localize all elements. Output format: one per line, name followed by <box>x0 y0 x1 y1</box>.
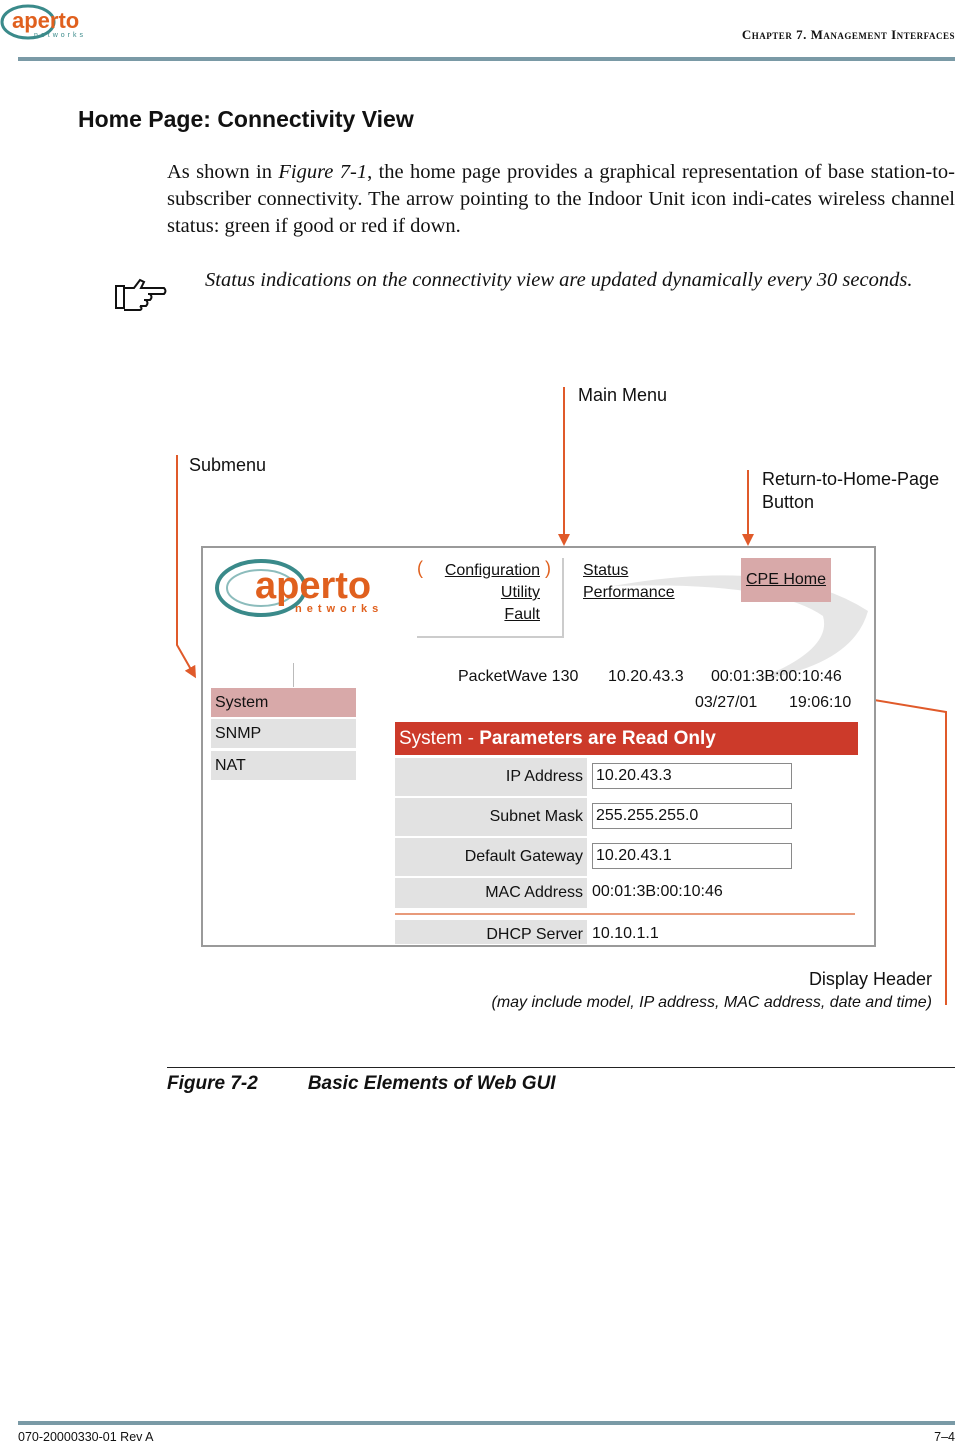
menu-configuration[interactable]: Configuration <box>444 562 540 579</box>
doc-id: 070-20000330-01 Rev A <box>18 1430 154 1444</box>
header-model: PacketWave 130 <box>458 668 579 685</box>
main-menu-right <box>583 560 675 604</box>
display-header-callout-sub: (may include model, IP address, MAC address, date and time) <box>491 994 932 1011</box>
menu-utility[interactable]: Utility <box>500 584 540 601</box>
header-mac: 00:01:3B:00:10:46 <box>711 668 842 685</box>
parameters-title-bar <box>395 722 858 755</box>
subnet-mask-field[interactable]: 255.255.255.0 <box>592 803 792 829</box>
section-divider <box>395 913 855 915</box>
dhcp-server-value: 10.10.1.1 <box>592 925 659 942</box>
figure-caption <box>167 1073 556 1095</box>
figure-rule <box>167 1067 955 1068</box>
body-text-pre: As shown in <box>167 161 279 183</box>
submenu-system[interactable]: System <box>211 688 356 717</box>
mac-address-label: MAC Address <box>395 878 587 908</box>
main-menu-callout: Main Menu <box>578 385 668 405</box>
menu-left-bracket-icon: ( <box>417 558 423 578</box>
web-gui-screenshot <box>201 546 876 947</box>
figure-reference[interactable]: Figure 7-1 <box>278 161 368 183</box>
note-text: Status indications on the connectivity view are updated dynamically every 30 seconds. <box>205 269 913 291</box>
mac-address-value: 00:01:3B:00:10:46 <box>592 883 723 900</box>
gui-logo[interactable] <box>211 552 396 622</box>
display-header-callout <box>492 968 933 1014</box>
menu-status[interactable]: Status <box>583 562 629 579</box>
submenu-nat[interactable]: NAT <box>211 751 356 780</box>
menu-fault[interactable]: Fault <box>504 606 540 623</box>
figure-title: Basic Elements of Web GUI <box>307 1073 556 1094</box>
header-date: 03/27/01 <box>695 694 758 711</box>
submenu-callout: Submenu <box>189 455 267 475</box>
footer-rule <box>18 1421 955 1425</box>
return-home-callout <box>762 468 939 514</box>
title-read-only: Parameters are Read Only <box>479 728 716 749</box>
menu-performance[interactable]: Performance <box>583 584 675 601</box>
return-home-callout-line2: Button <box>762 492 815 512</box>
header-time: 19:06:10 <box>789 694 852 711</box>
dhcp-server-label: DHCP Server <box>395 920 587 944</box>
figure-number: Figure 7-2 <box>167 1073 258 1094</box>
default-gateway-field[interactable]: 10.20.43.1 <box>592 843 792 869</box>
return-home-callout-line1: Return-to-Home-Page <box>762 469 940 489</box>
subnet-mask-label: Subnet Mask <box>395 798 587 836</box>
submenu-arrow <box>177 455 193 673</box>
main-menu-left <box>417 558 564 638</box>
display-header-callout-title: Display Header <box>808 969 932 989</box>
menu-right-bracket-icon: ) <box>545 558 551 578</box>
title-prefix: System - <box>399 728 480 749</box>
logo-text: aperto <box>12 8 80 33</box>
page-number: 7–4 <box>934 1430 955 1444</box>
gui-logo-text: aperto <box>255 565 372 607</box>
ip-address-field[interactable]: 10.20.43.3 <box>592 763 792 789</box>
chapter-heading: Chapter 7. Management Interfaces <box>741 27 955 42</box>
ip-address-label: IP Address <box>395 758 587 796</box>
body-text-post: , the home page provides a graphical representation of base station-to-subscriber connectivity. The arrow pointing to the Indoor Unit icon indi-cates wireless channel status: green if good or red if down. <box>167 161 955 237</box>
header-ip: 10.20.43.3 <box>608 668 684 685</box>
gui-logo-subtext: networks <box>295 603 384 615</box>
default-gateway-label: Default Gateway <box>395 838 587 876</box>
logo-subtext: networks <box>34 32 87 39</box>
submenu-divider <box>293 663 294 687</box>
section-title: Home Page: Connectivity View <box>78 106 414 132</box>
cpe-home-button[interactable]: CPE Home <box>741 558 831 602</box>
submenu-snmp[interactable]: SNMP <box>211 719 356 748</box>
